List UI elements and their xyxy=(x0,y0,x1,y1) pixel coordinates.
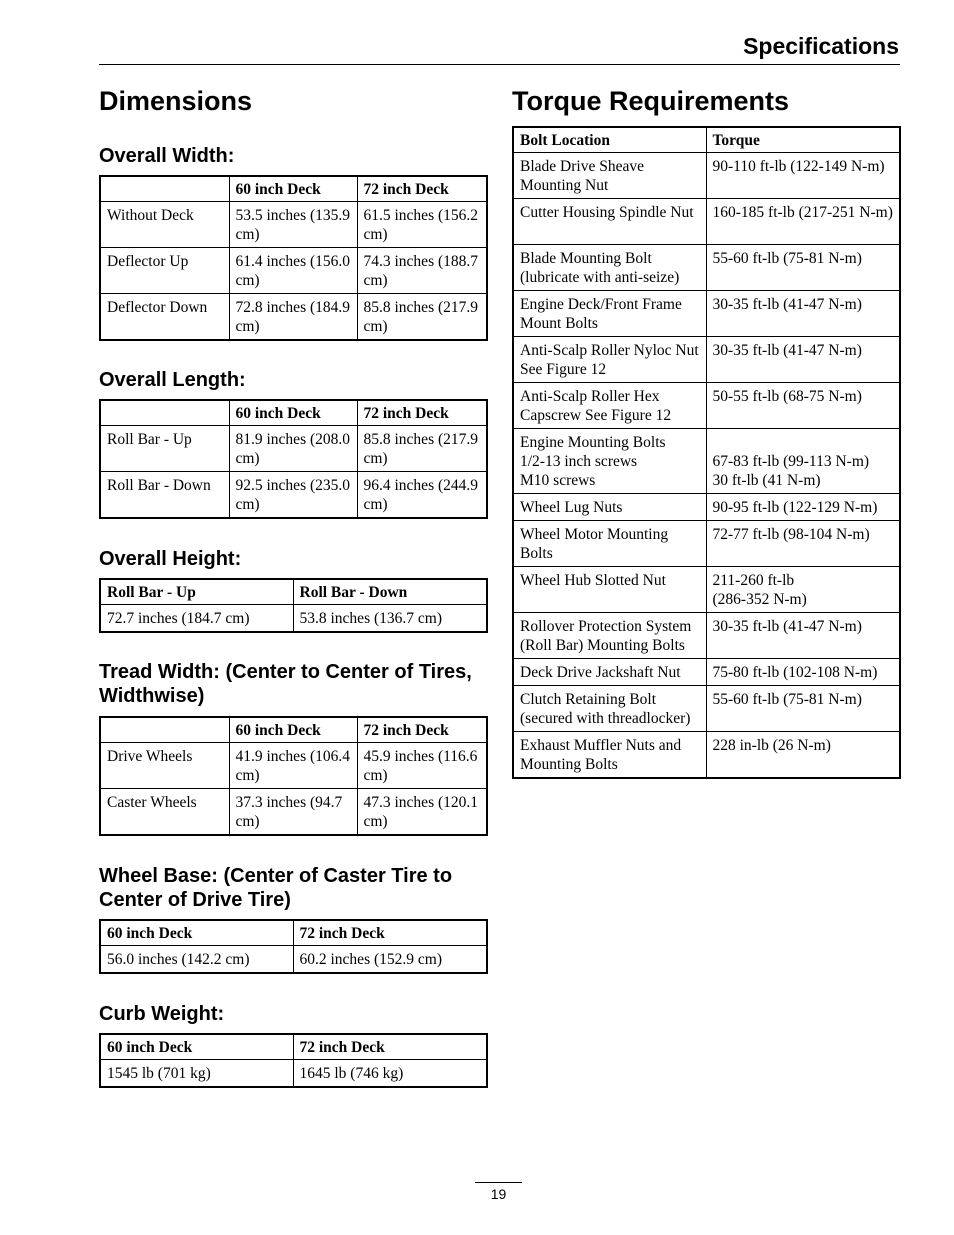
table-cell: Caster Wheels xyxy=(100,789,229,836)
tread-width-table xyxy=(99,716,488,836)
bolt-location-cell: Engine Deck/Front Frame Mount Bolts xyxy=(513,291,706,337)
table-cell: 74.3 inches (188.7 cm) xyxy=(357,248,487,294)
table-cell: 61.5 inches (156.2 cm) xyxy=(357,202,487,248)
overall-height-table xyxy=(99,578,488,633)
table-header-row xyxy=(100,1034,487,1060)
table-row xyxy=(513,659,900,686)
column-header: 72 inch Deck xyxy=(293,920,487,946)
table-cell: Roll Bar - Up xyxy=(100,426,229,472)
torque-table xyxy=(512,126,901,779)
torque-value-cell: 67-83 ft-lb (99-113 N-m) 30 ft-lb (41 N-m) xyxy=(706,429,900,494)
bolt-location-cell: Wheel Lug Nuts xyxy=(513,494,706,521)
table-row xyxy=(100,789,487,836)
overall-height-heading: Overall Height: xyxy=(99,548,242,570)
column-header: 60 inch Deck xyxy=(229,400,357,426)
table-cell: 37.3 inches (94.7 cm) xyxy=(229,789,357,836)
torque-value-cell: 30-35 ft-lb (41-47 N-m) xyxy=(706,613,900,659)
table-header-row xyxy=(100,176,487,202)
tread-width-heading: Tread Width: (Center to Center of Tires, Widthwise) xyxy=(99,661,472,707)
bolt-location-cell: Anti-Scalp Roller Nyloc Nut See Figure 12 xyxy=(513,337,706,383)
bolt-location-cell: Engine Mounting Bolts 1/2-13 inch screws M10 screws xyxy=(513,429,706,494)
torque-value-cell: 30-35 ft-lb (41-47 N-m) xyxy=(706,337,900,383)
table-cell: 47.3 inches (120.1 cm) xyxy=(357,789,487,836)
torque-value-cell: 90-95 ft-lb (122-129 N-m) xyxy=(706,494,900,521)
table-row xyxy=(100,248,487,294)
overall-length-table xyxy=(99,399,488,519)
table-cell: 85.8 inches (217.9 cm) xyxy=(357,294,487,341)
column-header: 72 inch Deck xyxy=(357,400,487,426)
table-header-row xyxy=(100,400,487,426)
table-row xyxy=(513,567,900,613)
table-cell: 1645 lb (746 kg) xyxy=(293,1060,487,1088)
table-row xyxy=(513,337,900,383)
table-header-row xyxy=(513,127,900,153)
column-header: Roll Bar - Up xyxy=(100,579,293,605)
table-cell: 56.0 inches (142.2 cm) xyxy=(100,946,293,974)
table-cell: 41.9 inches (106.4 cm) xyxy=(229,743,357,789)
table-row xyxy=(100,426,487,472)
table-cell: 72.8 inches (184.9 cm) xyxy=(229,294,357,341)
table-cell: Deflector Up xyxy=(100,248,229,294)
column-header: 60 inch Deck xyxy=(229,176,357,202)
table-row xyxy=(513,383,900,429)
table-row xyxy=(100,605,487,633)
table-row xyxy=(100,294,487,341)
table-row xyxy=(100,472,487,519)
column-header: 60 inch Deck xyxy=(229,717,357,743)
bolt-location-cell: Anti-Scalp Roller Hex Capscrew See Figure 12 xyxy=(513,383,706,429)
section-title: Specifications xyxy=(743,33,899,59)
torque-title: Torque Requirements xyxy=(512,86,790,116)
header-divider xyxy=(99,64,900,65)
table-cell: 81.9 inches (208.0 cm) xyxy=(229,426,357,472)
column-header: Torque xyxy=(706,127,900,153)
column-header: 72 inch Deck xyxy=(293,1034,487,1060)
column-header: 72 inch Deck xyxy=(357,717,487,743)
column-header xyxy=(100,400,229,426)
table-row xyxy=(513,494,900,521)
table-row xyxy=(513,613,900,659)
table-cell: 53.8 inches (136.7 cm) xyxy=(293,605,487,633)
curb-weight-heading: Curb Weight: xyxy=(99,1003,225,1025)
table-row xyxy=(100,946,487,974)
table-cell: 1545 lb (701 kg) xyxy=(100,1060,293,1088)
table-row xyxy=(100,202,487,248)
table-cell: 53.5 inches (135.9 cm) xyxy=(229,202,357,248)
table-cell: 60.2 inches (152.9 cm) xyxy=(293,946,487,974)
column-header: 72 inch Deck xyxy=(357,176,487,202)
table-row xyxy=(513,245,900,291)
table-cell: Without Deck xyxy=(100,202,229,248)
overall-width-heading: Overall Width: xyxy=(99,145,235,167)
column-header: 60 inch Deck xyxy=(100,920,293,946)
wheel-base-table xyxy=(99,919,488,974)
column-header: 60 inch Deck xyxy=(100,1034,293,1060)
wheel-base-heading: Wheel Base: (Center of Caster Tire to Center of Drive Tire) xyxy=(99,865,453,911)
bolt-location-cell: Wheel Hub Slotted Nut xyxy=(513,567,706,613)
torque-value-cell: 75-80 ft-lb (102-108 N-m) xyxy=(706,659,900,686)
torque-value-cell: 55-60 ft-lb (75-81 N-m) xyxy=(706,245,900,291)
table-cell: 96.4 inches (244.9 cm) xyxy=(357,472,487,519)
table-row xyxy=(100,1060,487,1088)
torque-value-cell: 228 in-lb (26 N-m) xyxy=(706,732,900,779)
table-cell: Drive Wheels xyxy=(100,743,229,789)
bolt-location-cell: Clutch Retaining Bolt (secured with threadlocker) xyxy=(513,686,706,732)
table-header-row xyxy=(100,579,487,605)
table-cell: 92.5 inches (235.0 cm) xyxy=(229,472,357,519)
dimensions-title: Dimensions xyxy=(99,86,253,116)
table-row xyxy=(513,199,900,245)
table-row xyxy=(513,521,900,567)
overall-width-table xyxy=(99,175,488,341)
table-row xyxy=(513,291,900,337)
bolt-location-cell: Cutter Housing Spindle Nut xyxy=(513,199,706,245)
table-row xyxy=(513,153,900,199)
table-cell: Deflector Down xyxy=(100,294,229,341)
overall-length-heading: Overall Length: xyxy=(99,369,246,391)
curb-weight-table xyxy=(99,1033,488,1088)
torque-value-cell: 90-110 ft-lb (122-149 N-m) xyxy=(706,153,900,199)
page-number-rule xyxy=(475,1182,522,1183)
column-header xyxy=(100,717,229,743)
table-cell: 85.8 inches (217.9 cm) xyxy=(357,426,487,472)
bolt-location-cell: Blade Mounting Bolt (lubricate with anti-seize) xyxy=(513,245,706,291)
table-row xyxy=(513,732,900,779)
table-cell: Roll Bar - Down xyxy=(100,472,229,519)
table-header-row xyxy=(100,717,487,743)
column-header: Bolt Location xyxy=(513,127,706,153)
torque-value-cell: 55-60 ft-lb (75-81 N-m) xyxy=(706,686,900,732)
torque-value-cell: 30-35 ft-lb (41-47 N-m) xyxy=(706,291,900,337)
bolt-location-cell: Wheel Motor Mounting Bolts xyxy=(513,521,706,567)
column-header: Roll Bar - Down xyxy=(293,579,487,605)
table-cell: 72.7 inches (184.7 cm) xyxy=(100,605,293,633)
bolt-location-cell: Deck Drive Jackshaft Nut xyxy=(513,659,706,686)
torque-value-cell: 160-185 ft-lb (217-251 N-m) xyxy=(706,199,900,245)
table-cell: 61.4 inches (156.0 cm) xyxy=(229,248,357,294)
table-cell: 45.9 inches (116.6 cm) xyxy=(357,743,487,789)
bolt-location-cell: Blade Drive Sheave Mounting Nut xyxy=(513,153,706,199)
torque-value-cell: 72-77 ft-lb (98-104 N-m) xyxy=(706,521,900,567)
table-row xyxy=(100,743,487,789)
table-row xyxy=(513,429,900,494)
torque-value-cell: 50-55 ft-lb (68-75 N-m) xyxy=(706,383,900,429)
column-header xyxy=(100,176,229,202)
page-number: 19 xyxy=(490,1186,507,1202)
bolt-location-cell: Exhaust Muffler Nuts and Mounting Bolts xyxy=(513,732,706,779)
table-header-row xyxy=(100,920,487,946)
bolt-location-cell: Rollover Protection System (Roll Bar) Mounting Bolts xyxy=(513,613,706,659)
table-row xyxy=(513,686,900,732)
torque-value-cell: 211-260 ft-lb (286-352 N-m) xyxy=(706,567,900,613)
